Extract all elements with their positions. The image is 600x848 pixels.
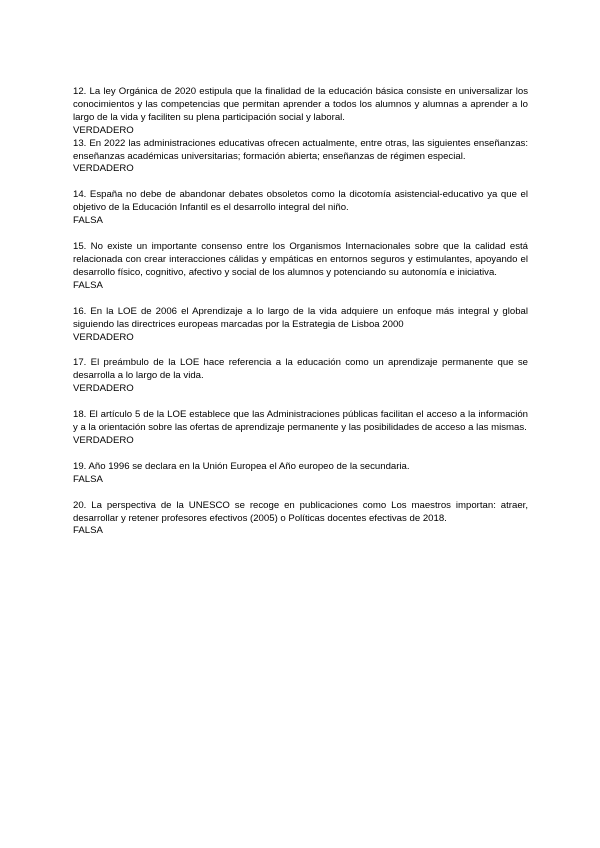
answer-text: VERDADERO <box>73 124 134 136</box>
question-text: 15. No existe un importante consenso entre los Organismos Internacionales sobre que la calidad está relacionada con crear interacciones cálidas y empáticas en entornos seguros y estimulantes, apoyando el desarrollo físico, cognitivo, afectivo y social de los alumnos y potenciando su autonomía e iniciativa. <box>73 241 528 278</box>
question-item-13 <box>73 138 528 177</box>
question-item-20 <box>73 500 528 539</box>
answer-text: VERDADERO <box>73 383 134 395</box>
question-item-15 <box>73 241 528 293</box>
answer-text: FALSA <box>73 525 103 537</box>
question-text: 13. En 2022 las administraciones educativas ofrecen actualmente, entre otras, las siguientes enseñanzas: enseñanzas académicas universitarias; formación abierta; enseñanzas de régimen especial. <box>73 137 528 162</box>
question-item-12 <box>73 86 528 138</box>
answer-text: FALSA <box>73 279 103 291</box>
question-text: 12. La ley Orgánica de 2020 estipula que la finalidad de la educación básica consiste en universalizar los conocimientos y las competencias que permitan aprender a todos los alumnos y alumnas a aprender a lo largo de la vida y faciliten su plena participación social y laboral. <box>73 86 528 123</box>
question-text: 16. En la LOE de 2006 el Aprendizaje a lo largo de la vida adquiere un enfoque más integral y global siguiendo las directrices europeas marcadas por la Estrategia de Lisboa 2000 <box>73 305 528 330</box>
question-text: 14. España no debe de abandonar debates obsoletos como la dicotomía asistencial-educativo ya que el objetivo de la Educación Infantil es el desarrollo integral del niño. <box>73 189 528 214</box>
question-text: 18. El artículo 5 de la LOE establece que las Administraciones públicas facilitan el acceso a la información y a la orientación sobre las ofertas de aprendizaje permanente y las posibilidades de acceso a las mismas. <box>73 409 528 434</box>
answer-text: VERDADERO <box>73 163 134 175</box>
answer-text: FALSA <box>73 473 103 485</box>
question-list <box>73 86 528 538</box>
question-text: 20. La perspectiva de la UNESCO se recoge en publicaciones como Los maestros importan: atraer, desarrollar y retener profesores efectivos (2005) o Políticas docentes efectivas de 2018. <box>73 499 528 524</box>
answer-text: FALSA <box>73 215 103 227</box>
question-item-14 <box>73 189 528 228</box>
question-item-16 <box>73 306 528 345</box>
question-text: 19. Año 1996 se declara en la Unión Europea el Año europeo de la secundaria. <box>73 460 410 472</box>
question-item-19 <box>73 461 528 487</box>
question-item-17 <box>73 357 528 396</box>
answer-text: VERDADERO <box>73 331 134 343</box>
question-item-18 <box>73 409 528 448</box>
question-text: 17. El preámbulo de la LOE hace referencia a la educación como un aprendizaje permanente que se desarrolla a lo largo de la vida. <box>73 357 528 382</box>
answer-text: VERDADERO <box>73 434 134 446</box>
